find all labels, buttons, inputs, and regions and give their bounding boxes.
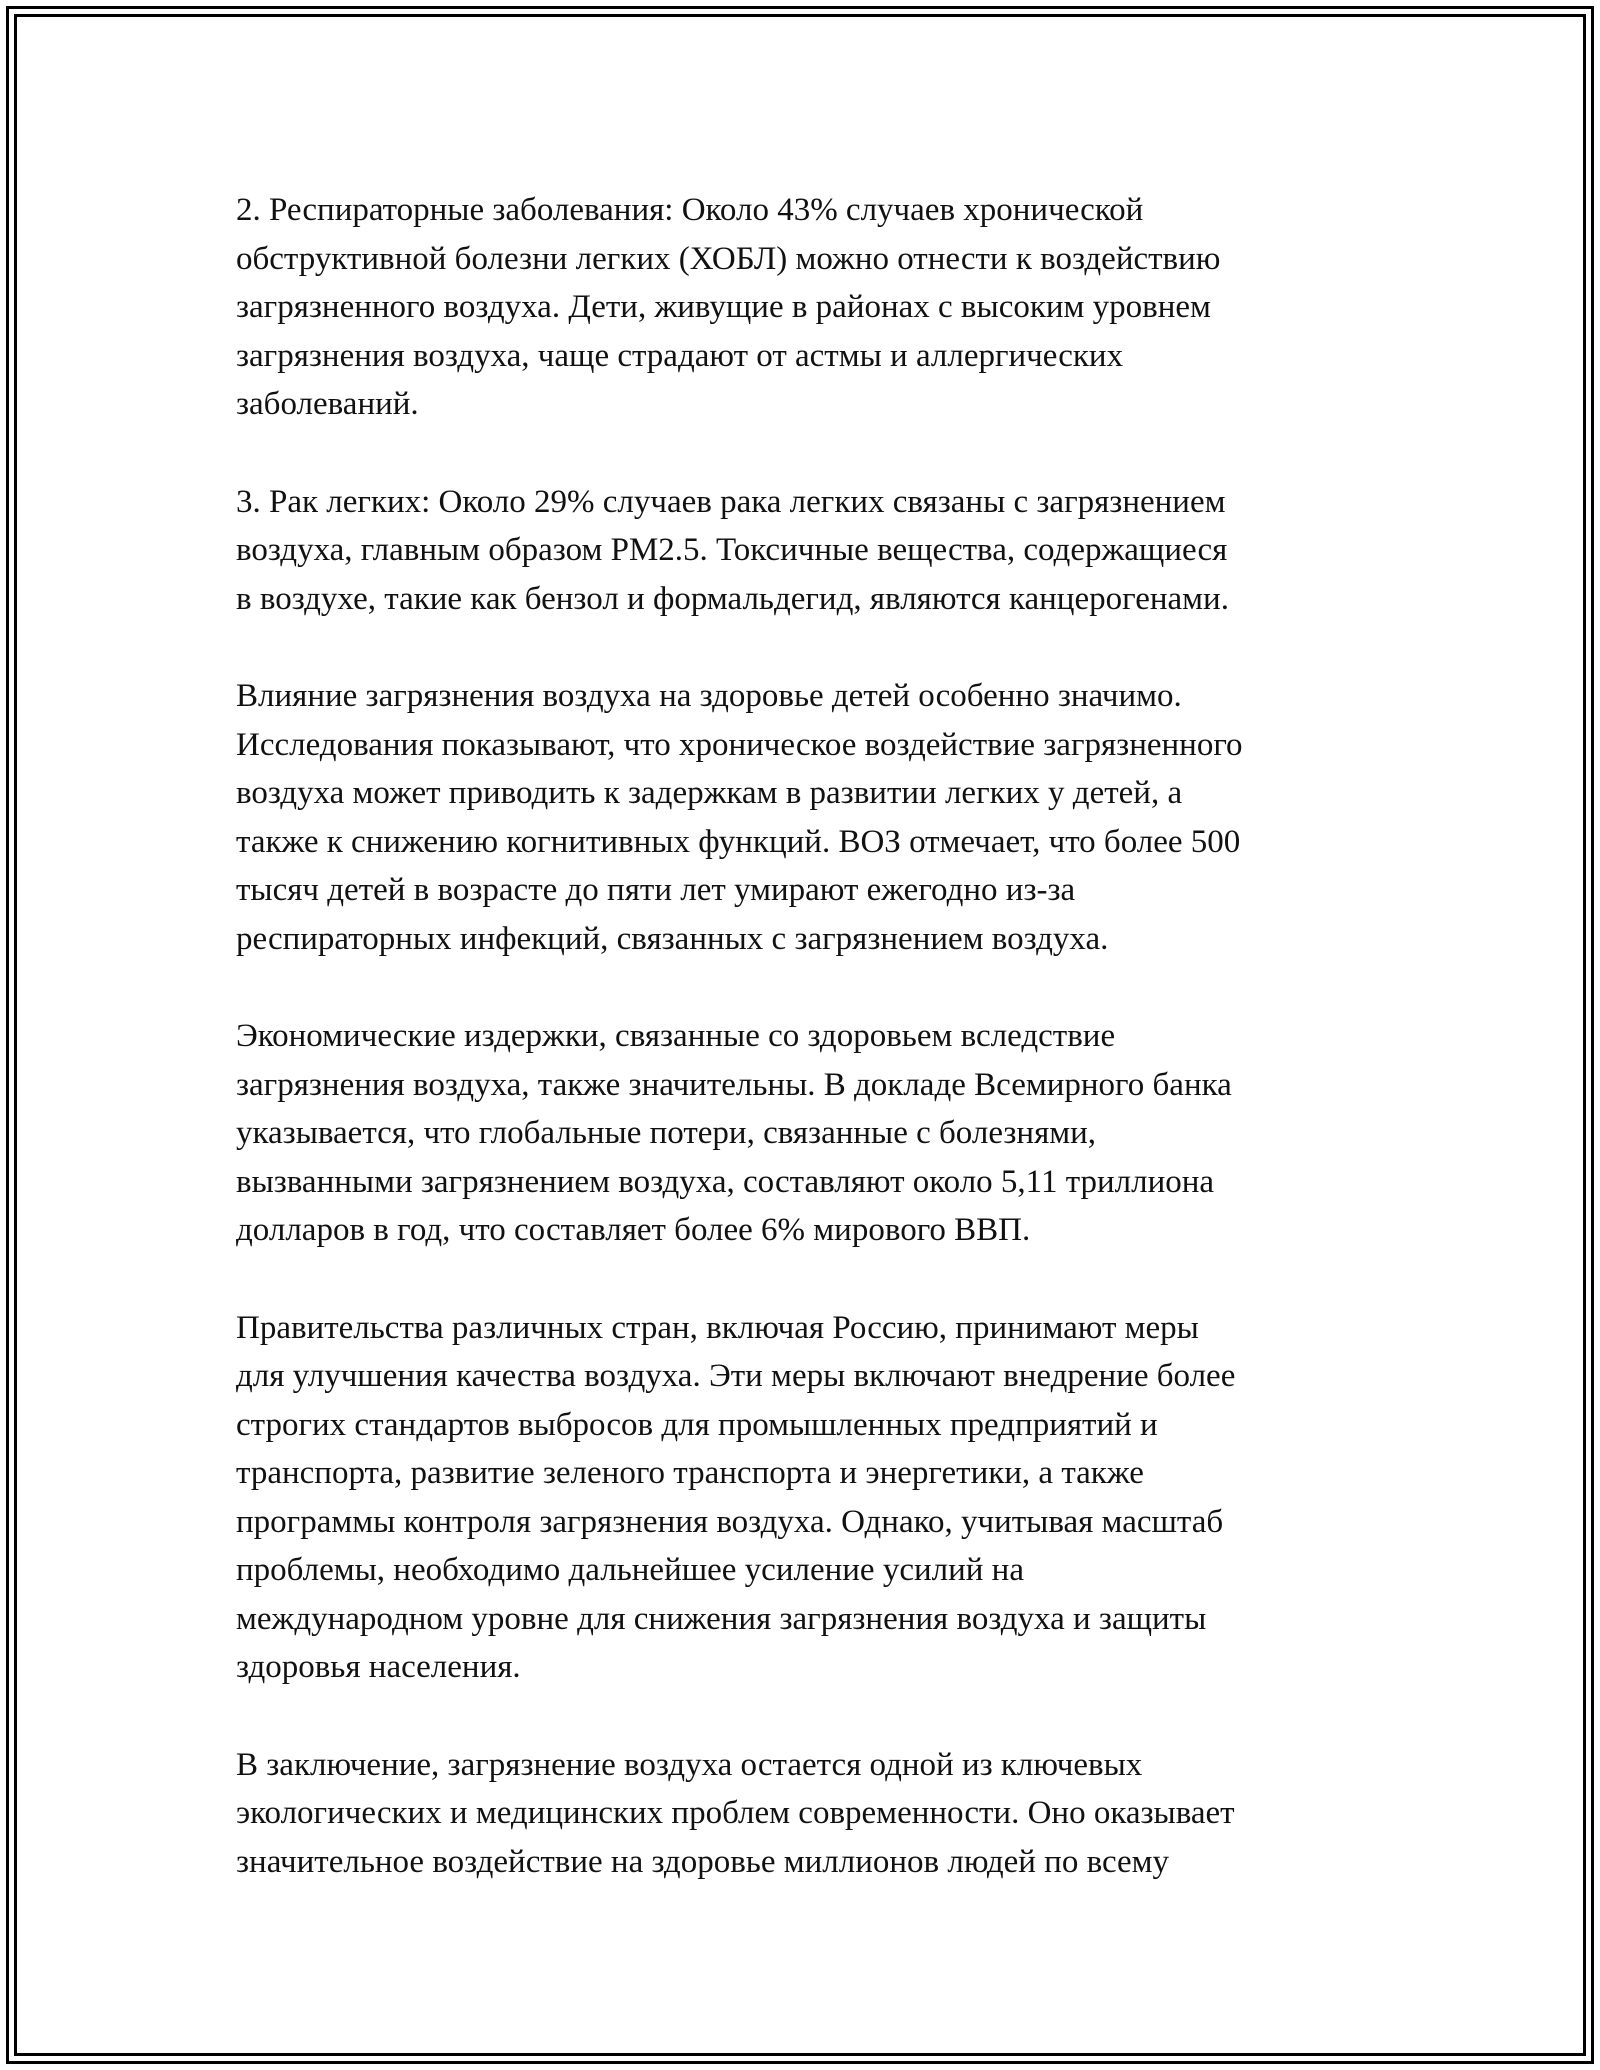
text-line: респираторных инфекций, связанных с загрязнением воздуха. [236,920,1109,957]
text-line: загрязнения воздуха, также значительны. В докладе Всемирного банка [236,1066,1232,1103]
text-line: проблемы, необходимо дальнейшее усиление усилий на [236,1552,1024,1588]
text-line: загрязненного воздуха. Дети, живущие в районах с высоким уровнем [236,289,1211,325]
text-line: Экономические издержки, связанные со здоровьем вследствие [236,1018,1116,1054]
paragraph-economic-costs [236,1012,1406,1255]
text-line: долларов в год, что составляет более 6% мирового ВВП. [236,1212,1031,1248]
text-line: 2. Респираторные заболевания: Около 43% случаев хронической [236,192,1144,228]
text-line: международном уровне для снижения загрязнения воздуха и защиты [236,1600,1207,1637]
text-line: здоровья населения. [236,1649,521,1685]
text-line: Исследования показывают, что хроническое воздействие загрязненного [236,726,1243,763]
paragraph-lung-cancer [236,478,1406,624]
paragraph-children-health [236,672,1406,963]
text-line: указывается, что глобальные потери, связанные с болезнями, [236,1115,1097,1151]
text-line: 3. Рак легких: Около 29% случаев рака легких связаны с загрязнением [236,483,1226,520]
text-line: строгих стандартов выбросов для промышленных предприятий и [236,1406,1158,1443]
text-line: в воздухе, такие как бензол и формальдегид, являются канцерогенами. [236,580,1229,617]
text-line: транспорта, развитие зеленого транспорта и энергетики, а также [236,1455,1144,1491]
paragraph-conclusion [236,1741,1406,1887]
text-line: заболеваний. [236,386,419,422]
text-line: тысяч детей в возрасте до пяти лет умирают ежегодно из-за [236,872,1076,908]
text-line: вызванными загрязнением воздуха, составляют около 5,11 триллиона [236,1163,1215,1200]
text-line: воздуха может приводить к задержкам в развитии легких у детей, а [236,775,1183,811]
text-line: программы контроля загрязнения воздуха. Однако, учитывая масштаб [236,1503,1224,1540]
text-line: Правительства различных стран, включая Россию, принимают меры [236,1309,1199,1346]
text-line: экологических и медицинских проблем современности. Оно оказывает [236,1795,1235,1831]
paragraph-government-measures [236,1304,1406,1692]
text-line: также к снижению когнитивных функций. ВОЗ отмечает, что более 500 [236,823,1241,860]
text-line: воздуха, главным образом PM2.5. Токсичные вещества, содержащиеся [236,532,1228,568]
text-line: для улучшения качества воздуха. Эти меры включают внедрение более [236,1358,1236,1394]
text-line: значительное воздействие на здоровье миллионов людей по всему [236,1843,1170,1880]
document-body [236,186,1406,1886]
paragraph-respiratory-diseases [236,186,1406,429]
text-line: обструктивной болезни легких (ХОБЛ) можно отнести к воздействию [236,240,1221,277]
text-line: В заключение, загрязнение воздуха остается одной из ключевых [236,1746,1143,1783]
text-line: Влияние загрязнения воздуха на здоровье детей особенно значимо. [236,678,1182,714]
text-line: загрязнения воздуха, чаще страдают от астмы и аллергических [236,337,1124,374]
